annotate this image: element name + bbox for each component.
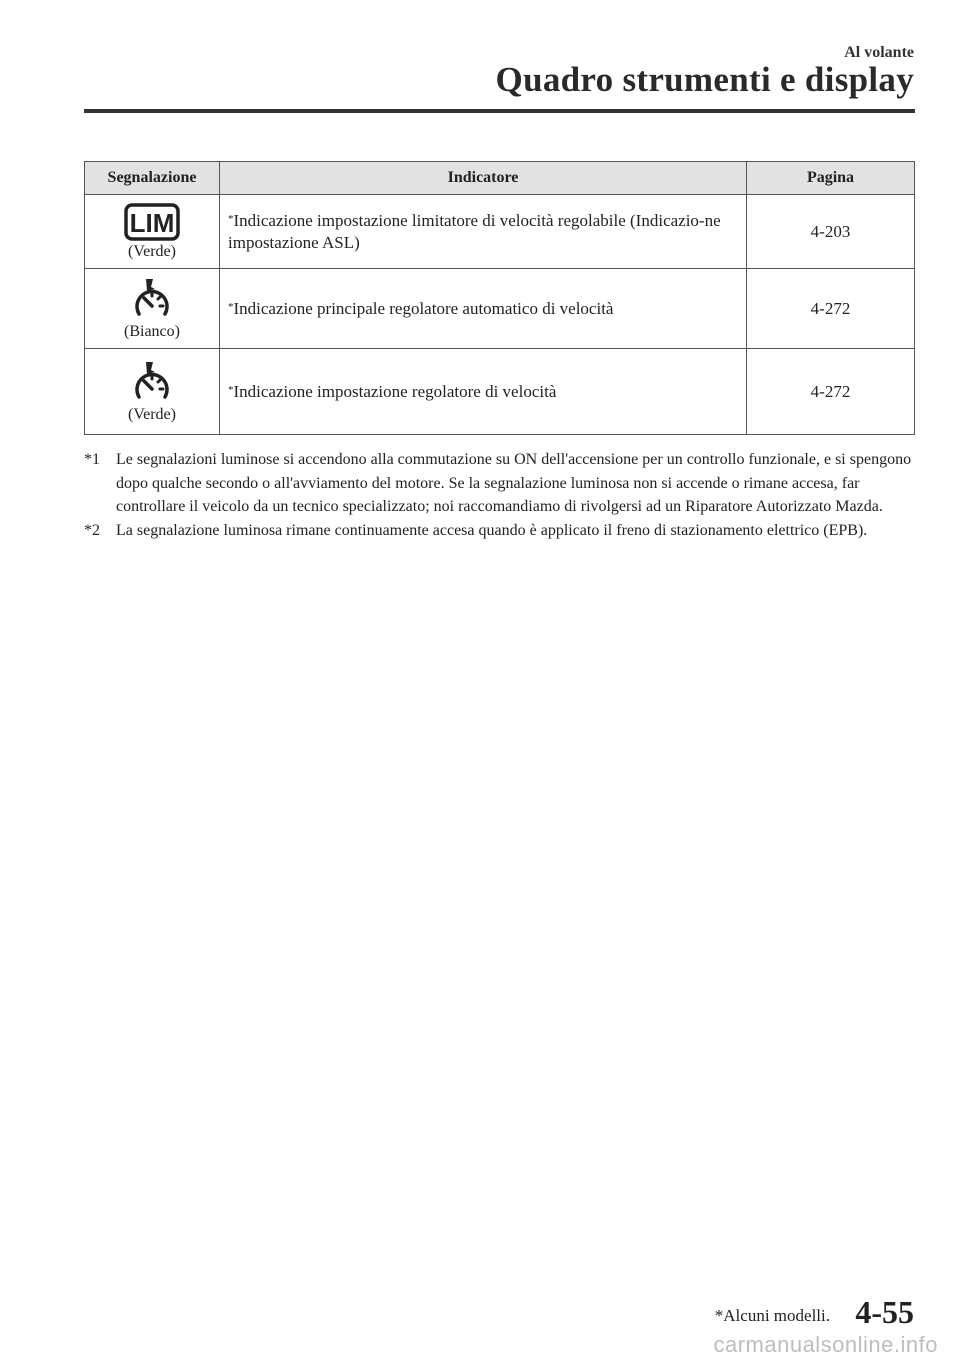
page-reference: 4-203 xyxy=(747,195,915,269)
signal-cell xyxy=(85,269,220,349)
signal-color-label: (Verde) xyxy=(128,405,176,423)
indicator-cell xyxy=(220,195,747,269)
footnote-2 xyxy=(84,519,915,543)
indicator-cell xyxy=(220,269,747,349)
column-header-pagina: Pagina xyxy=(747,162,915,195)
table-row xyxy=(85,195,915,269)
indicator-cell xyxy=(220,349,747,435)
footnote-star: * xyxy=(228,383,234,396)
footnote-star: * xyxy=(228,212,234,225)
footnote-text: Le segnalazioni luminose si accendono alla commutazione su ON dell'accensione per un controllo funzionale, e si spengono dopo qualche secondo o all'avviamento del motore. Se la segnalazione luminosa non si accende o rimane accesa, far controllare il veicolo da un tecnico specializzato; noi raccomandiamo di rivolgersi ad un Riparatore Autorizzato Mazda. xyxy=(116,451,912,515)
page-title: Quadro strumenti e display xyxy=(495,60,914,99)
lim-icon xyxy=(124,203,180,241)
signal-cell xyxy=(85,195,220,269)
footnote-text: La segnalazione luminosa rimane continuamente accesa quando è applicato il freno di stazionamento elettrico (EPB). xyxy=(116,521,868,539)
page-reference: 4-272 xyxy=(747,349,915,435)
page-reference: 4-272 xyxy=(747,269,915,349)
footnote-star: * xyxy=(228,300,234,313)
signal-cell xyxy=(85,349,220,435)
cruise-control-icon xyxy=(131,360,173,404)
footnotes xyxy=(84,448,915,542)
signal-color-label: (Bianco) xyxy=(124,322,180,340)
header-divider xyxy=(84,109,915,113)
column-header-indicatore: Indicatore xyxy=(220,162,747,195)
indicator-table xyxy=(84,161,915,435)
indicator-text: Indicazione principale regolatore automatico di velocità xyxy=(233,298,614,318)
signal-color-label: (Verde) xyxy=(128,242,176,260)
footnote-mark: *2 xyxy=(84,521,100,539)
cruise-control-icon xyxy=(131,277,173,321)
column-header-segnalazione: Segnalazione xyxy=(85,162,220,195)
watermark: carmanualsonline.info xyxy=(713,1332,938,1357)
indicator-text: Indicazione impostazione regolatore di velocità xyxy=(233,381,557,401)
footnote-1 xyxy=(84,448,915,519)
footnote-mark: *1 xyxy=(84,451,100,468)
table-row xyxy=(85,349,915,435)
footer-note: *Alcuni modelli. xyxy=(714,1306,830,1325)
table-row xyxy=(85,269,915,349)
indicator-text: Indicazione impostazione limitatore di velocità regolabile (Indicazio-ne impostazione ASL) xyxy=(228,210,721,252)
table-header-row xyxy=(85,162,915,195)
section-title: Al volante xyxy=(844,44,914,61)
lim-icon-text: LIM xyxy=(129,207,175,238)
page-number: 4-55 xyxy=(855,1294,914,1330)
